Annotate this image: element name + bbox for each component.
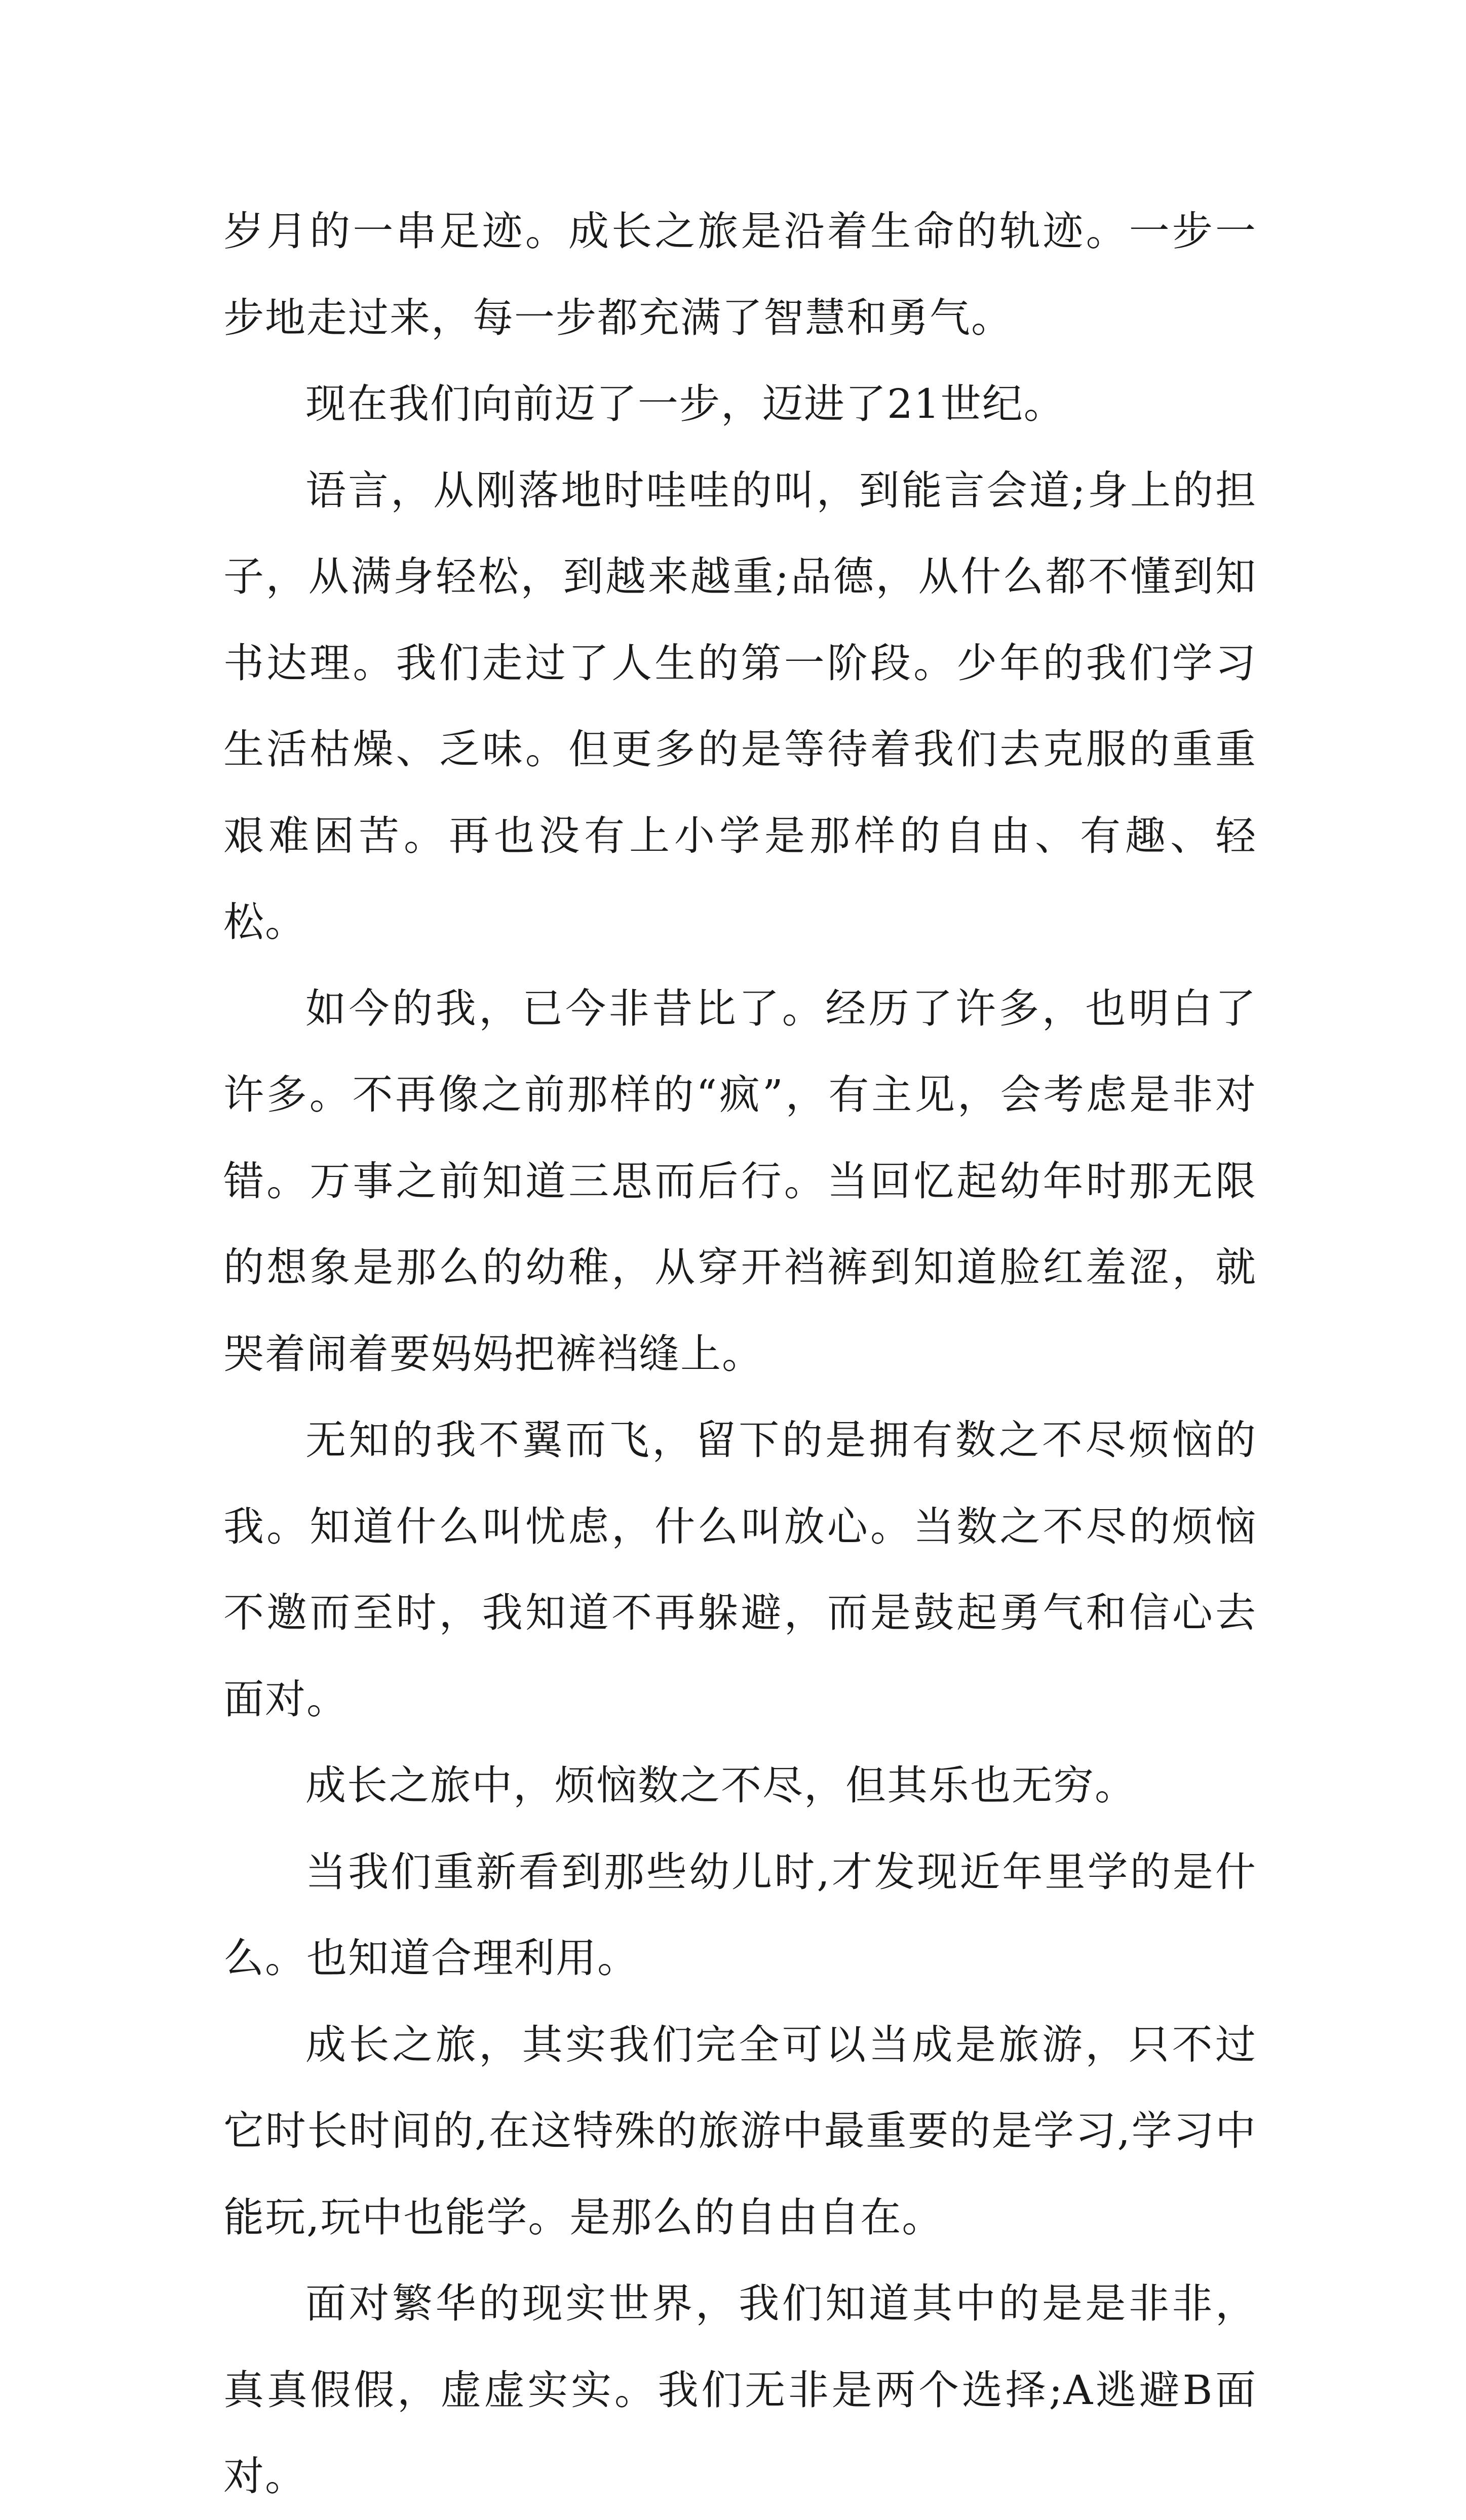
paragraph-3: 语言，从刚落地时哇哇的叫，到能言会道;身上的担子，从满身轻松，到越来越重;品德，从什么都不懂到知书达理。我们走过了人生的第一阶段。少年的我们学习生活枯燥、乏味。但更多的是等待着我们去克服的重重艰难困苦。再也没有上小学是那样的自由、有趣、轻松。 xyxy=(223,466,1257,946)
paragraph-4: 如今的我，已今非昔比了。经历了许多，也明白了许多。不再像之前那样的“疯”，有主见，会考虑是非对错。万事之前知道三思而后行。当回忆起幼年时那无限的想象是那么的幼稚，从穿开裆裤到知道脸红羞涩，就哭着闹着要妈妈把裤裆缝上。 xyxy=(223,985,1257,1377)
paragraph-7: 当我们重新看到那些幼儿时,才发现近年里学的是什么。也知道合理利用。 xyxy=(223,1848,1257,1982)
paragraph-9: 面对繁华的现实世界，我们知道其中的是是非非，真真假假，虚虚实实。我们无非是两个选择;A逃避B面对。 xyxy=(223,2280,1257,2500)
paragraph-6: 成长之旅中，烦恼数之不尽，但其乐也无穷。 xyxy=(305,1762,1136,1809)
paragraph-2: 现在我们向前迈了一步，迈进了21世纪。 xyxy=(305,380,1065,427)
document-body xyxy=(223,188,1257,2520)
paragraph-8: 成长之旅，其实我们完全可以当成是旅游，只不过它时长时间的,在这特殊的旅游中最重要的是学习,学习中能玩,玩中也能学。是那么的自由自在。 xyxy=(223,2021,1257,2241)
paragraph-1: 岁月的一串足迹。成长之旅是沿着生命的轨迹。一步一步地走过来，每一步都充满了智慧和勇气。 xyxy=(223,208,1257,341)
paragraph-5: 无知的我不翼而飞，留下的是拥有数之不尽烦恼的我。知道什么叫忧虑，什么叫放心。当数之不尽的烦恼不邀而至时，我知道不再躲避，而是鼓起勇气和信心去面对。 xyxy=(223,1416,1257,1723)
